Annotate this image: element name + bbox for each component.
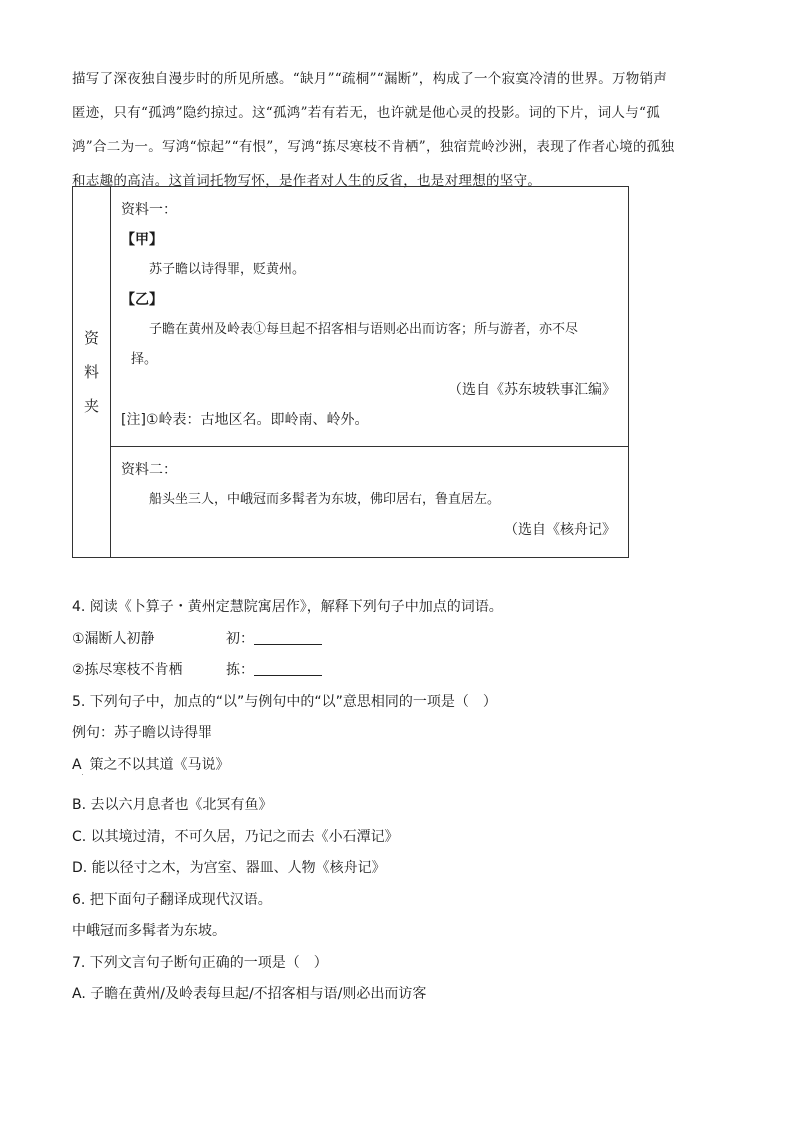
question-6-sentence: 中峨冠而多髯者为东坡。 (72, 923, 226, 939)
intro-line: 和志趣的高洁。这首词托物写怀，是作者对人生的反省，也是对理想的坚守。 (72, 173, 542, 189)
question-5-option-d: D. 能以径寸之木，为宫室、器皿、人物《核舟记》 (72, 860, 386, 876)
intro-paragraph (72, 62, 732, 198)
question-5: 5. 下列句子中，加点的“以”与例句中的“以”意思相同的一项是（ ） (72, 693, 497, 710)
question-7: 7. 下列文言句子断句正确的一项是（ ） (72, 954, 328, 971)
answer-blank[interactable] (254, 630, 322, 645)
intro-line: 鸿”合二为一。写鸿“惊起”“有恨”，写鸿“拣尽寒枝不肯栖”，独宿荒岭沙洲，表现了作者心境的孤独 (72, 139, 675, 155)
footnote-mark: ① (253, 322, 267, 337)
intro-line: 匿迹，只有“孤鸿”隐约掠过。这“孤鸿”若有若无，也许就是他心灵的投影。词的下片，词人与“孤 (72, 105, 661, 121)
intro-line: 描写了深夜独自漫步时的所见所感。“缺月”“疏桐”“漏断”，构成了一个寂寞冷清的世界。万物销声 (72, 71, 668, 87)
material-one-heading: 资料一： (121, 202, 177, 218)
jia-label: 【甲】 (121, 232, 163, 248)
question-5-option-b: B. 去以六月息者也《北冥有鱼》 (72, 797, 273, 813)
question-6: 6. 把下面句子翻译成现代汉语。 (72, 891, 272, 908)
question-5-option-a: $A_.$策之不以其道《马说》 (72, 756, 230, 777)
material-folder-table (72, 186, 629, 558)
question-7-option-a: A. 子瞻在黄州/及岭表每旦起/不招客相与语/则必出而访客 (72, 986, 427, 1002)
question-4-item-b: ②拣尽寒枝不肯栖 拣： (72, 655, 732, 687)
jia-text: 苏子瞻以诗得罪，贬黄州。 (149, 262, 306, 277)
yi-text-line: 子瞻在黄州及岭表①每旦起不招客相与语则必出而访客；所与游者，亦不尽 (149, 322, 579, 337)
yi-label: 【乙】 (121, 292, 163, 308)
question-4-item-a: ①漏断人初静 初： (72, 624, 732, 656)
question-5-example: 例句：苏子瞻以诗得罪 (72, 725, 212, 741)
material-two-cell (111, 447, 629, 558)
question-5-option-c: C. 以其境过清，不可久居，乃记之而去《小石潭记》 (72, 828, 399, 845)
material-two-heading: 资料二： (121, 462, 177, 478)
questions-section (72, 592, 732, 1011)
question-4: 4. 阅读《卜算子・黄州定慧院寓居作》，解释下列句子中加点的词语。 (72, 599, 503, 615)
material-one-cell (111, 187, 629, 447)
material-one-note: [注]①岭表：古地区名。即岭南、岭外。 (121, 412, 369, 428)
yi-text-line: 择。 (131, 352, 158, 367)
answer-blank[interactable] (254, 661, 322, 676)
folder-side-label: 资 料 夹 (73, 187, 111, 558)
material-two-source: （选自《核舟记》 (504, 522, 616, 538)
material-two-text: 船头坐三人，中峨冠而多髯者为东坡，佛印居右，鲁直居左。 (149, 492, 501, 507)
material-one-source: （选自《苏东坡轶事汇编》 (448, 382, 616, 398)
